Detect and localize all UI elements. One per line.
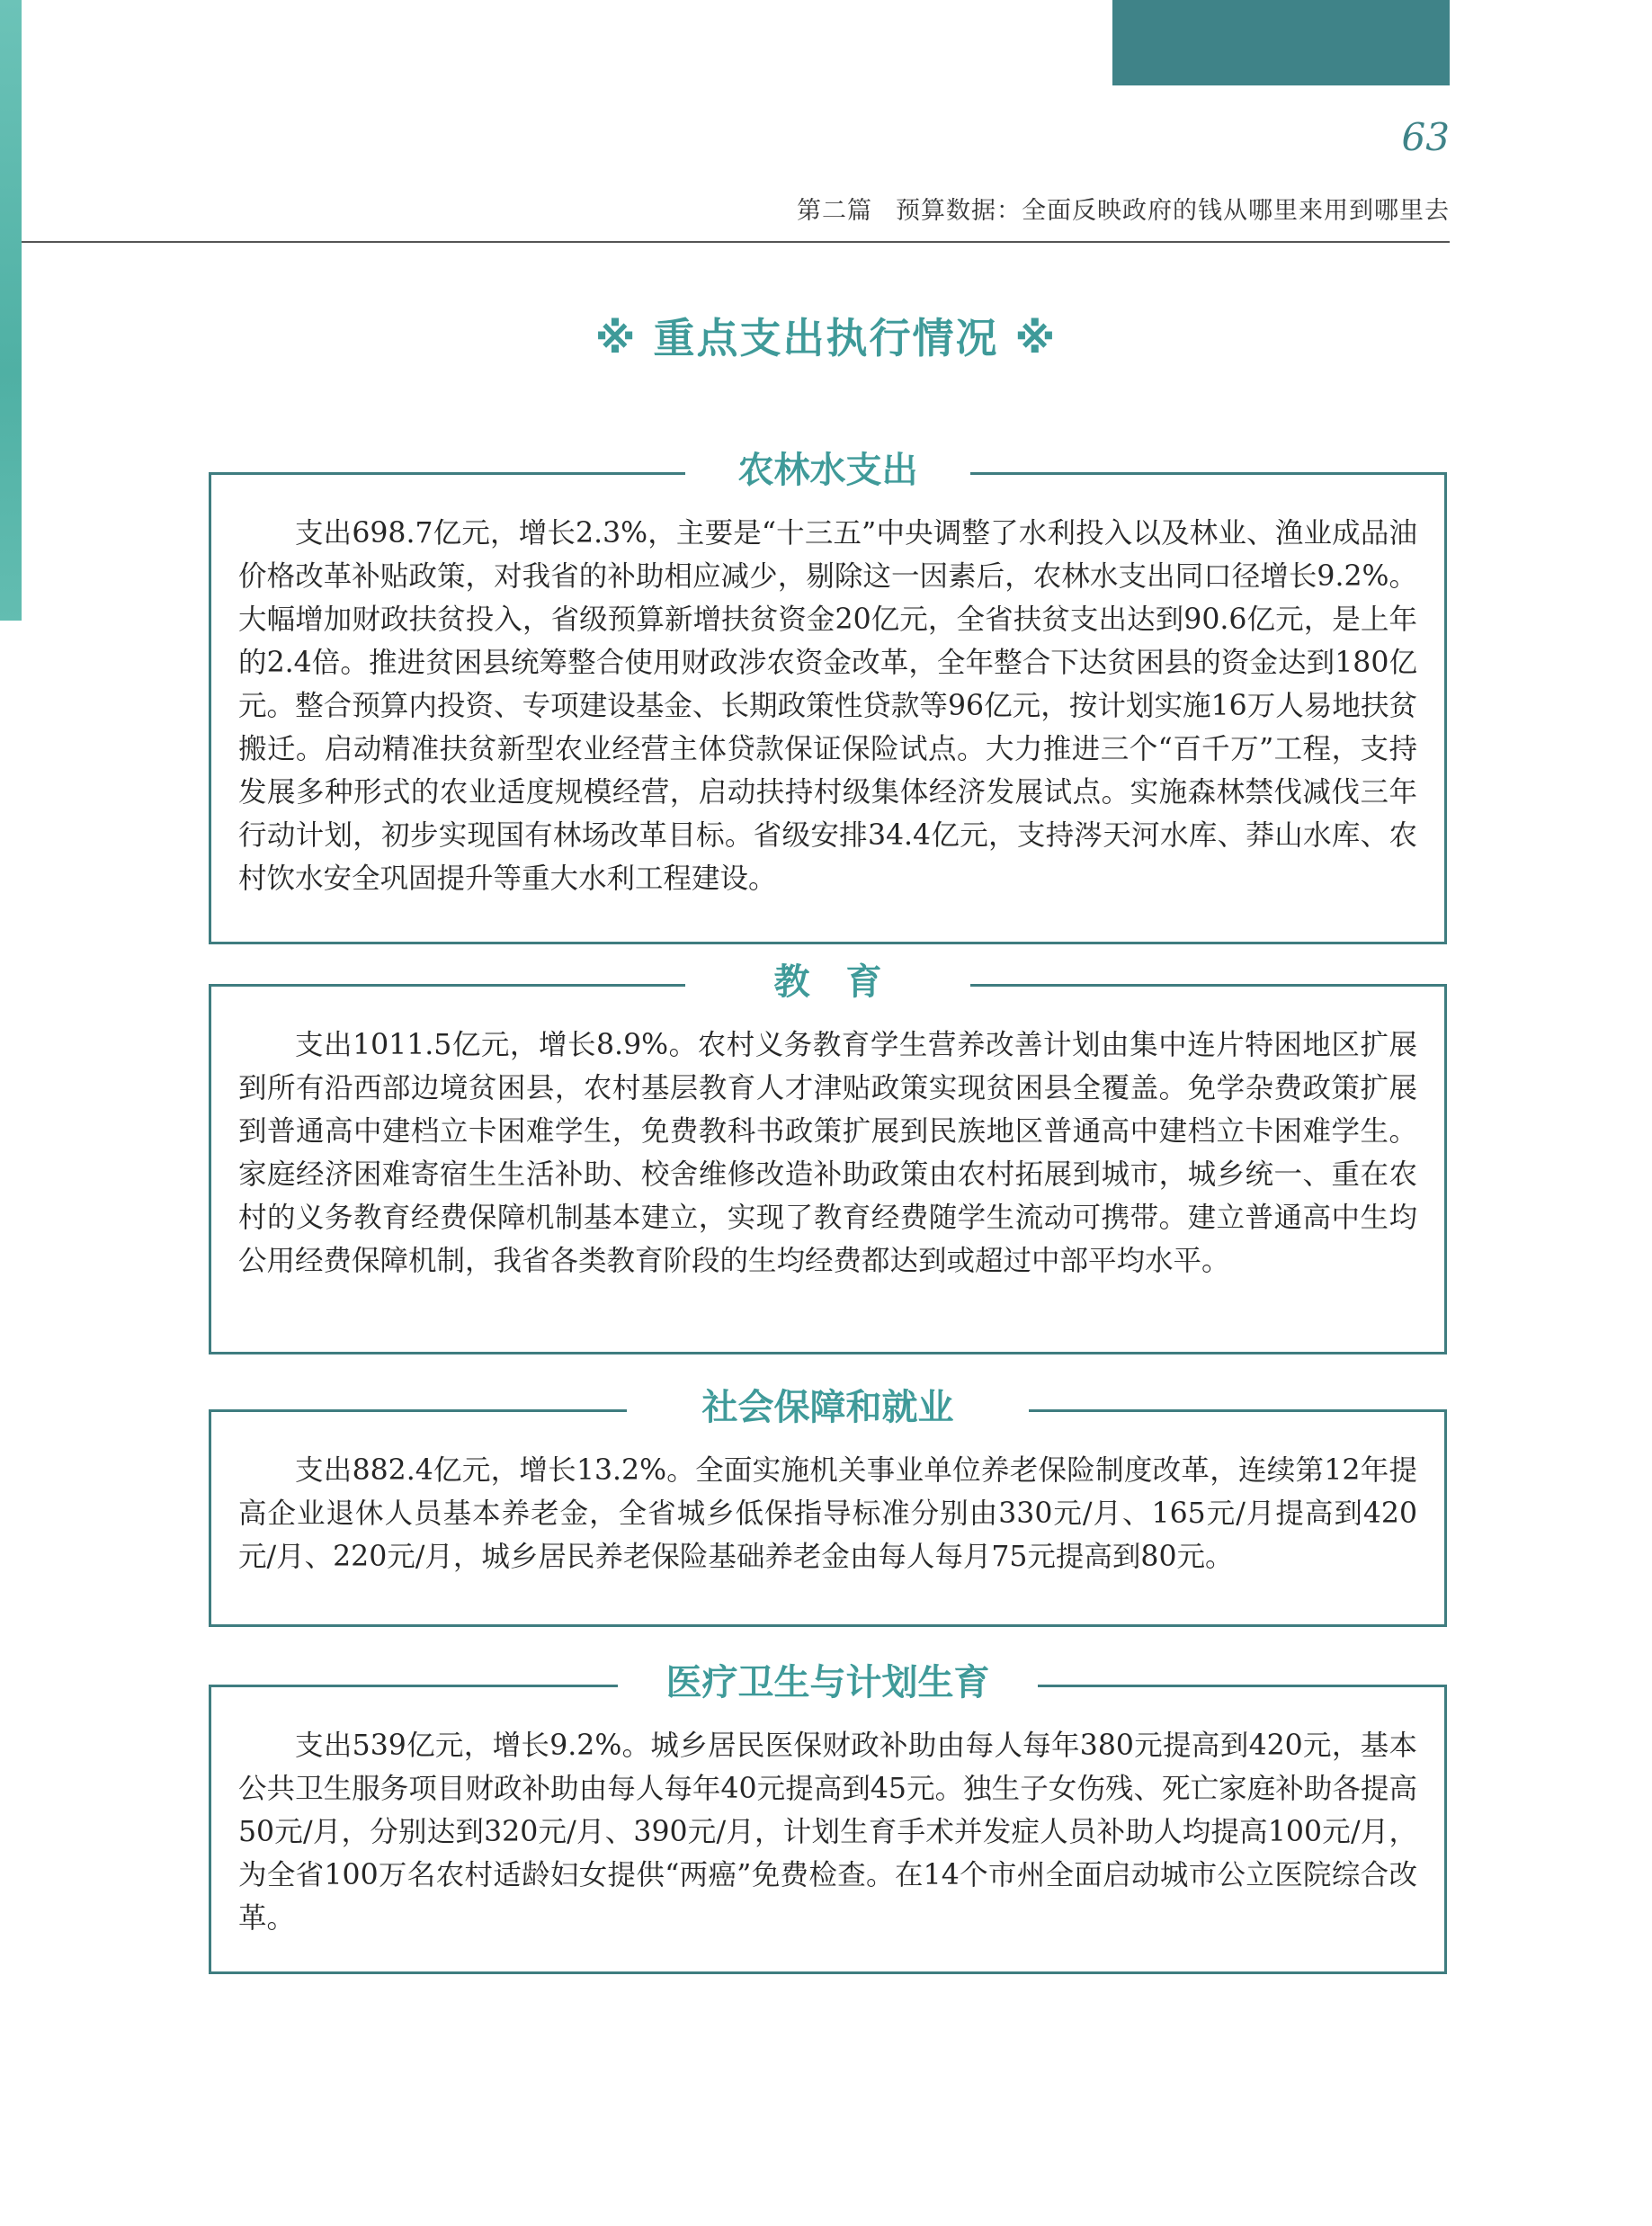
section-body: 支出698.7亿元，增长2.3%，主要是“十三五”中央调整了水利投入以及林业、渔业成品油价格改革补贴政策，对我省的补助相应减少，剔除这一因素后，农林水支出同口径增长9.2%。大幅增加财政扶贫投入，省级预算新增扶贫资金20亿元，全省扶贫支出达到90.6亿元，是上年的2.4倍。推进贫困县统筹整合使用财政涉农资金改革，全年整合下达贫困县的资金达到180亿元。整合预算内投资、专项建设基金、长期政策性贷款等96亿元，按计划实施16万人易地扶贫搬迁。启动精准扶贫新型农业经营主体贷款保证保险试点。大力推进三个“百千万”工程，支持发展多种形式的农业适度规模经营，启动扶持村级集体经济发展试点。实施森林禁伐减伐三年行动计划，初步实现国有林场改革目标。省级安排34.4亿元，支持涔天河水库、莽山水库、农村饮水安全巩固提升等重大水利工程建设。 xyxy=(238,517,1417,895)
section-agriculture xyxy=(209,450,1447,944)
section-healthcare xyxy=(209,1662,1447,1974)
top-color-tab xyxy=(1112,0,1450,85)
section-heading: 农林水支出 xyxy=(737,450,918,491)
header-rule xyxy=(22,241,1450,243)
running-head xyxy=(797,191,1450,226)
section-body: 支出882.4亿元，增长13.2%。全面实施机关事业单位养老保险制度改革，连续第12年提高企业退休人员基本养老金，全省城乡低保指导标准分别由330元/月、165元/月提高到420元/月、220元/月，城乡居民养老保险基础养老金由每人每月75元提高到80元。 xyxy=(238,1454,1417,1573)
section-body: 支出539亿元，增长9.2%。城乡居民医保财政补助由每人每年380元提高到420元，基本公共卫生服务项目财政补助由每人每年40元提高到45元。独生子女伤残、死亡家庭补助各提高50元/月，分别达到320元/月、390元/月，计划生育手术并发症人员补助人均提高100元/月，为全省100万名农村适龄妇女提供“两癌”免费检查。在14个市州全面启动城市公立医院综合改革。 xyxy=(238,1730,1417,1935)
section-education xyxy=(209,961,1447,1354)
part-label: 第二篇 xyxy=(797,197,872,225)
section-body: 支出1011.5亿元，增长8.9%。农村义务教育学生营养改善计划由集中连片特困地区扩展到所有沿西部边境贫困县，农村基层教育人才津贴政策实现贫困县全覆盖。免学杂费政策扩展到普通高中建档立卡困难学生，免费教科书政策扩展到民族地区普通高中建档立卡困难学生。家庭经济困难寄宿生生活补助、校舍维修改造补助政策由农村拓展到城市，城乡统一、重在农村的义务教育经费保障机制基本建立，实现了教育经费随学生流动可携带。建立普通高中生均公用经费保障机制，我省各类教育阶段的生均经费都达到或超过中部平均水平。 xyxy=(238,1029,1417,1277)
page-number: 63 xyxy=(1401,115,1450,159)
section-heading: 社会保障和就业 xyxy=(701,1387,954,1428)
section-heading: 教 育 xyxy=(773,961,882,1003)
page-title: ※ 重点支出执行情况 ※ xyxy=(594,314,1058,362)
section-heading: 医疗卫生与计划生育 xyxy=(665,1662,990,1703)
section-social-security xyxy=(209,1387,1447,1627)
part-title: 预算数据：全面反映政府的钱从哪里来用到哪里去 xyxy=(896,197,1450,225)
